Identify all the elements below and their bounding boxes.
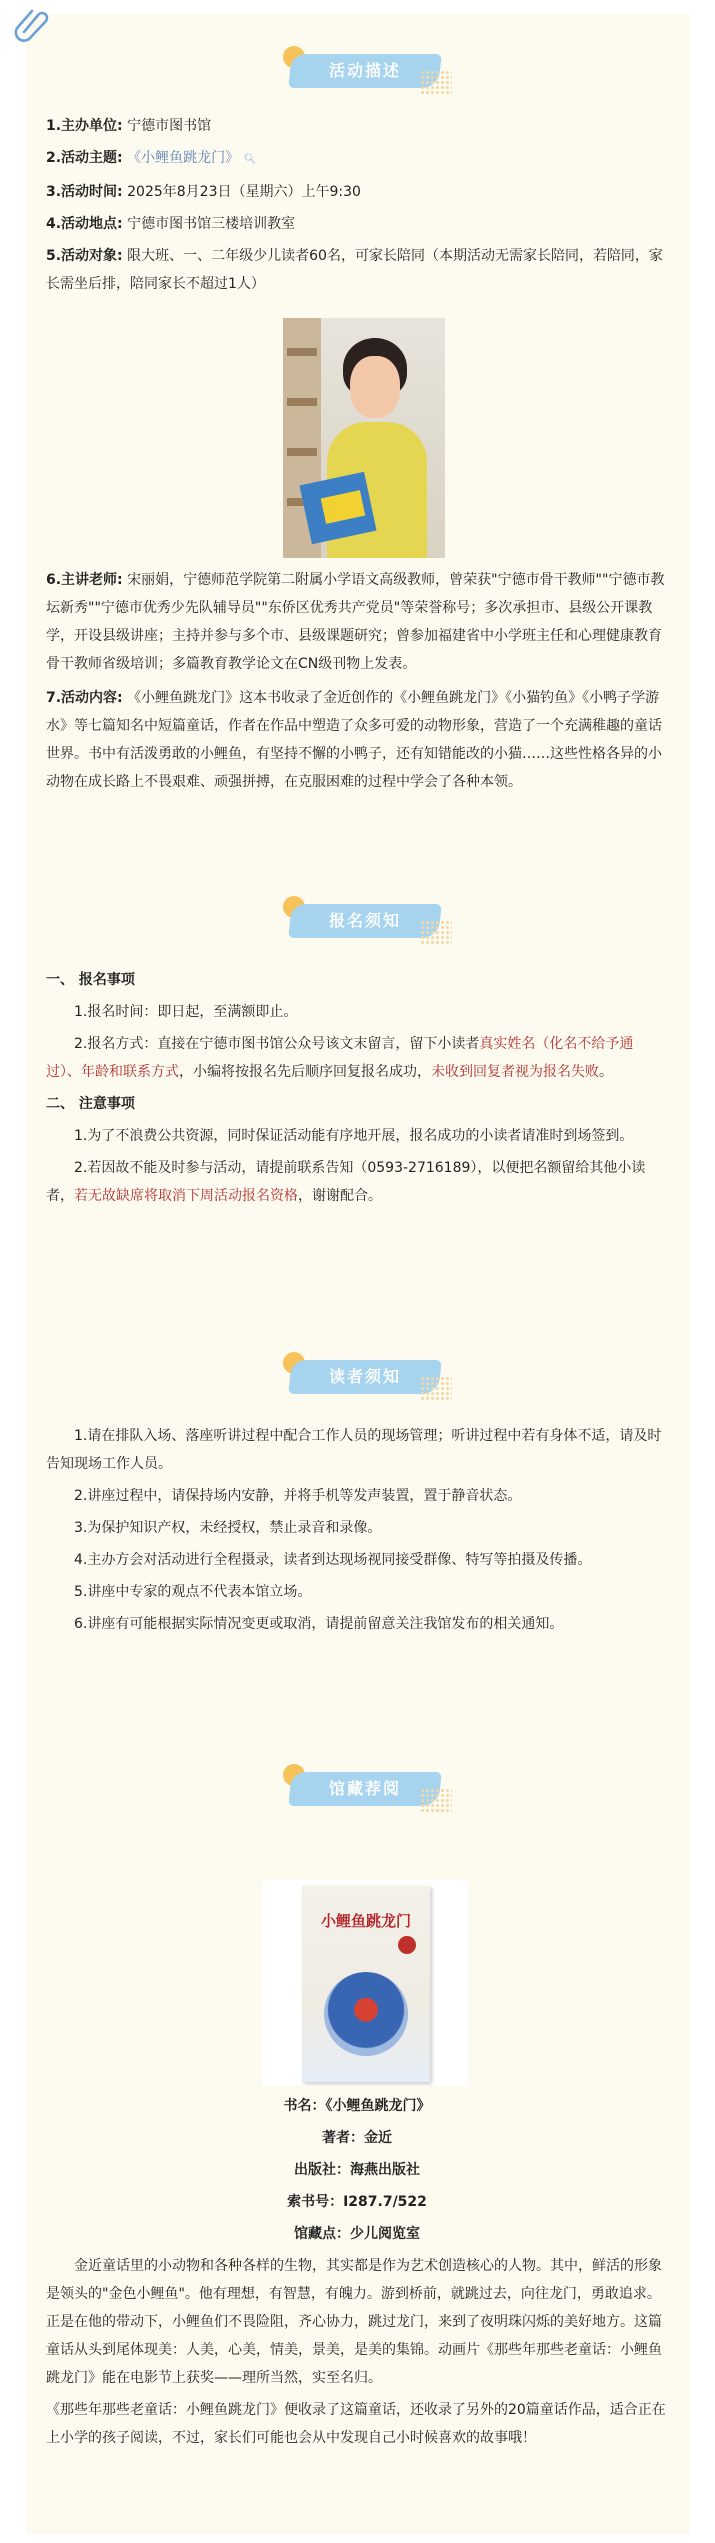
- search-icon[interactable]: 🔍︎: [243, 154, 257, 165]
- place-value: 宁德市图书馆三楼培训教室: [127, 216, 296, 232]
- book-cover: [262, 1880, 468, 2086]
- register-note-2: 2.若因故不能及时参与活动，请提前联系告知（0593-2716189），以便把名额留给其他小读者，若无故缺席将取消下周活动报名资格，谢谢配合。: [46, 1160, 646, 1204]
- section-header-activity: [0, 40, 715, 100]
- content-value: 《小鲤鱼跳龙门》这本书收录了金近创作的《小鲤鱼跳龙门》《小猫钓鱼》《小鸭子学游水》等七篇知名中短篇童话，作者在作品中塑造了众多可爱的动物形象，营造了一个充满稚趣的童话世界。书中有活泼勇敢的小鲤鱼，有坚持不懈的小鸭子，还有知错能改的小猫……这些性格各异的小动物在成长路上不畏艰难、顽强拼搏，在克服困难的过程中学会了各种本领。: [46, 690, 662, 790]
- section-header-notice: [0, 1346, 715, 1406]
- register-note-1: 1.为了不浪费公共资源，同时保证活动能有序地开展，报名成功的小读者请准时到场签到。: [74, 1128, 634, 1144]
- speaker-value: 宋丽娟，宁德师范学院第二附属小学语文高级教师，曾荣获"宁德市骨干教师""宁德市教坛新秀""宁德市优秀少先队辅导员""东侨区优秀共产党员"等荣誉称号；多次承担市、县级公开课教学，开设县级讲座；主持并参与多个市、县级课题研究；曾参加福建省中小学班主任和心理健康教育骨干教师省级培训；多篇教育教学论文在CN级刊物上发表。: [46, 572, 665, 672]
- notice-list: [46, 1422, 668, 1642]
- cover-illustration: [324, 1972, 408, 2056]
- activity-info-bottom: [46, 566, 668, 800]
- speaker-label: 6.主讲老师:: [46, 572, 123, 588]
- notice-item: 6.讲座有可能根据实际情况变更或取消，请提前留意关注我馆发布的相关通知。: [74, 1616, 564, 1632]
- time-value: 2025年8月23日（星期六）上午9:30: [127, 184, 361, 200]
- organizer-label: 1.主办单位:: [46, 118, 123, 134]
- section-header-register: [0, 890, 715, 950]
- speaker-photo: [283, 318, 445, 558]
- book-callno: 索书号：I287.7/522: [287, 2194, 427, 2210]
- section-header-recommend: [0, 1758, 715, 1818]
- section-title: 读者须知: [328, 1367, 401, 1386]
- place-label: 4.活动地点:: [46, 216, 123, 232]
- book-author: 著者：金近: [322, 2130, 392, 2146]
- organizer-value: 宁德市图书馆: [127, 118, 212, 134]
- notice-item: 2.讲座过程中，请保持场内安静，并将手机等发声装置，置于静音状态。: [74, 1488, 522, 1504]
- book-description-2: 《那些年那些老童话：小鲤鱼跳龙门》便收录了这篇童话，还收录了另外的20篇童话作品，适合正在上小学的孩子阅读，不过，家长们可能也会从中发现自己小时候喜欢的故事哦！: [46, 2402, 666, 2446]
- book-name: 书名：《小鲤鱼跳龙门》: [283, 2098, 431, 2114]
- register-method: 2.报名方式：直接在宁德市图书馆公众号该文末留言，留下小读者真实姓名（化名不给予通过）、年龄和联系方式，小编将按报名先后顺序回复报名成功，未收到回复者视为报名失败。: [46, 1036, 634, 1080]
- paperclip-icon: [12, 2, 52, 42]
- register-content: [46, 966, 668, 1214]
- book-description: 金近童话里的小动物和各种各样的生物，其实都是作为艺术创造核心的人物。其中，鲜活的形象是领头的"金色小鲤鱼"。他有理想，有智慧，有魄力。游到桥前，就跳过去，向往龙门，勇敢追求。正是在他的带动下，小鲤鱼们不畏险阻，齐心协力，跳过龙门，来到了夜明珠闪烁的美好地方。这篇童话从头到尾体现美：人美，心美，情美，景美，是美的集锦。动画片《那些年那些老童话：小鲤鱼跳龙门》能在电影节上获奖——理所当然，实至名归。: [46, 2258, 662, 2386]
- target-value: 限大班、一、二年级少儿读者60名，可家长陪同（本期活动无需家长陪同，若陪同，家长需坐后排，陪同家长不超过1人）: [46, 248, 663, 292]
- time-label: 3.活动时间:: [46, 184, 123, 200]
- notice-item: 3.为保护知识产权，未经授权，禁止录音和录像。: [74, 1520, 382, 1536]
- register-heading-1: 一、 报名事项: [46, 972, 135, 988]
- activity-info-top: [46, 112, 668, 302]
- section-title: 报名须知: [328, 911, 401, 930]
- register-time: 1.报名时间：即日起，至满额即止。: [74, 1004, 298, 1020]
- register-heading-2: 二、 注意事项: [46, 1096, 135, 1112]
- content-label: 7.活动内容:: [46, 690, 123, 706]
- theme-link[interactable]: 《小鲤鱼跳龙门》: [127, 150, 240, 166]
- target-label: 5.活动对象:: [46, 248, 123, 264]
- notice-item: 1.请在排队入场、落座听讲过程中配合工作人员的现场管理；听讲过程中若有身体不适，请及时告知现场工作人员。: [46, 1428, 662, 1472]
- notice-item: 4.主办方会对活动进行全程摄录，读者到达现场视同接受群像、特写等拍摄及传播。: [74, 1552, 592, 1568]
- cover-seal: [398, 1936, 416, 1954]
- section-title: 活动描述: [328, 61, 401, 80]
- notice-item: 5.讲座中专家的观点不代表本馆立场。: [74, 1584, 312, 1600]
- book-info: [46, 2092, 668, 2456]
- book-publisher: 出版社：海燕出版社: [294, 2162, 420, 2178]
- book-location: 馆藏点：少儿阅览室: [294, 2226, 420, 2242]
- section-title: 馆藏荐阅: [328, 1779, 401, 1798]
- book-cover-title: 小鲤鱼跳龙门: [320, 1912, 411, 1930]
- theme-label: 2.活动主题:: [46, 150, 123, 166]
